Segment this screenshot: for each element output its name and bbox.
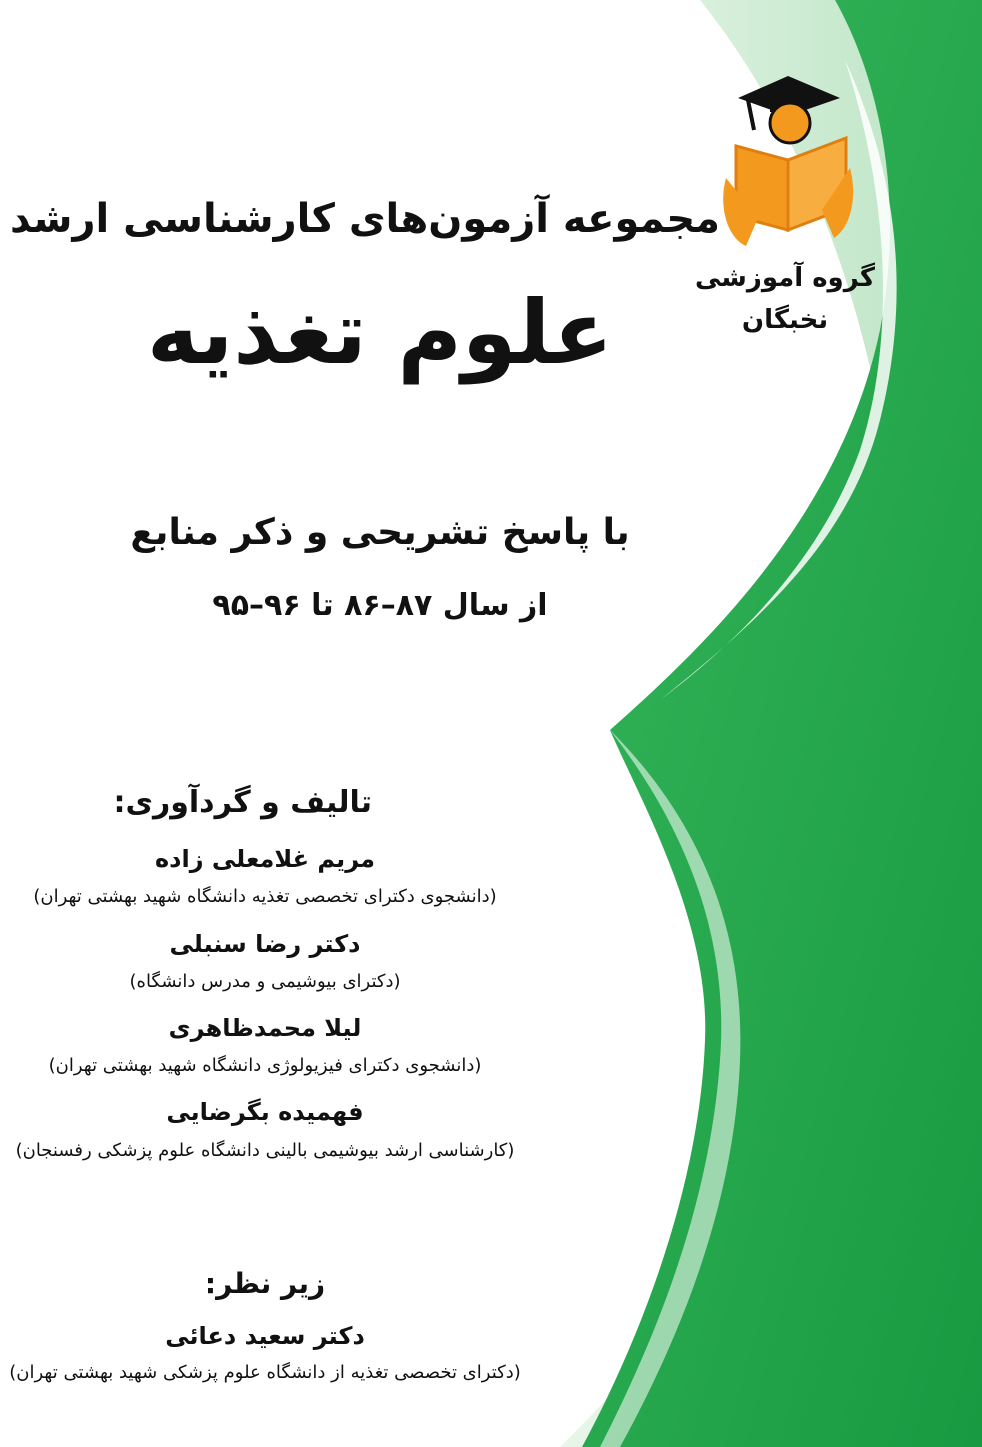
book-subtitle: با پاسخ تشریحی و ذکر منابع — [130, 512, 630, 553]
publisher-line-1: گروه آموزشی — [694, 263, 875, 293]
author-affiliation: (دانشجوی دکترای تخصصی تغذیه دانشگاه شهید بهشتی تهران) — [33, 886, 497, 907]
supervisor-heading: زیر نظر: — [204, 1267, 326, 1300]
publisher-name — [690, 258, 880, 341]
graduate-reading-book-icon — [718, 68, 858, 250]
author-name: مریم غلامعلی زاده — [155, 845, 375, 873]
series-title: مجموعه آزمون‌های کارشناسی ارشد — [10, 196, 720, 242]
author-name: دکتر رضا سنبلی — [169, 930, 361, 958]
authors-heading: تالیف و گردآوری: — [113, 785, 372, 820]
author-name: فهمیده بگرضایی — [166, 1098, 364, 1126]
author-affiliation: (دانشجوی دکترای فیزیولوژی دانشگاه شهید بهشتی تهران) — [48, 1055, 482, 1076]
author-affiliation: (دکترای بیوشیمی و مدرس دانشگاه) — [129, 971, 401, 992]
author-name: لیلا محمدظاهری — [168, 1014, 362, 1042]
supervisor-name: دکتر سعید دعائی — [165, 1322, 365, 1350]
author-affiliation: (کارشناسی ارشد بیوشیمی بالینی دانشگاه علوم پزشکی رفسنجان) — [15, 1140, 515, 1161]
supervisor-affiliation: (دکترای تخصصی تغذیه از دانشگاه علوم پزشکی شهید بهشتی تهران) — [9, 1362, 521, 1383]
publisher-line-2: نخبگان — [741, 304, 829, 335]
year-range: از سال ۸۷–۸۶ تا ۹۶–۹۵ — [212, 588, 548, 623]
book-title: علوم تغذیه — [146, 281, 614, 384]
